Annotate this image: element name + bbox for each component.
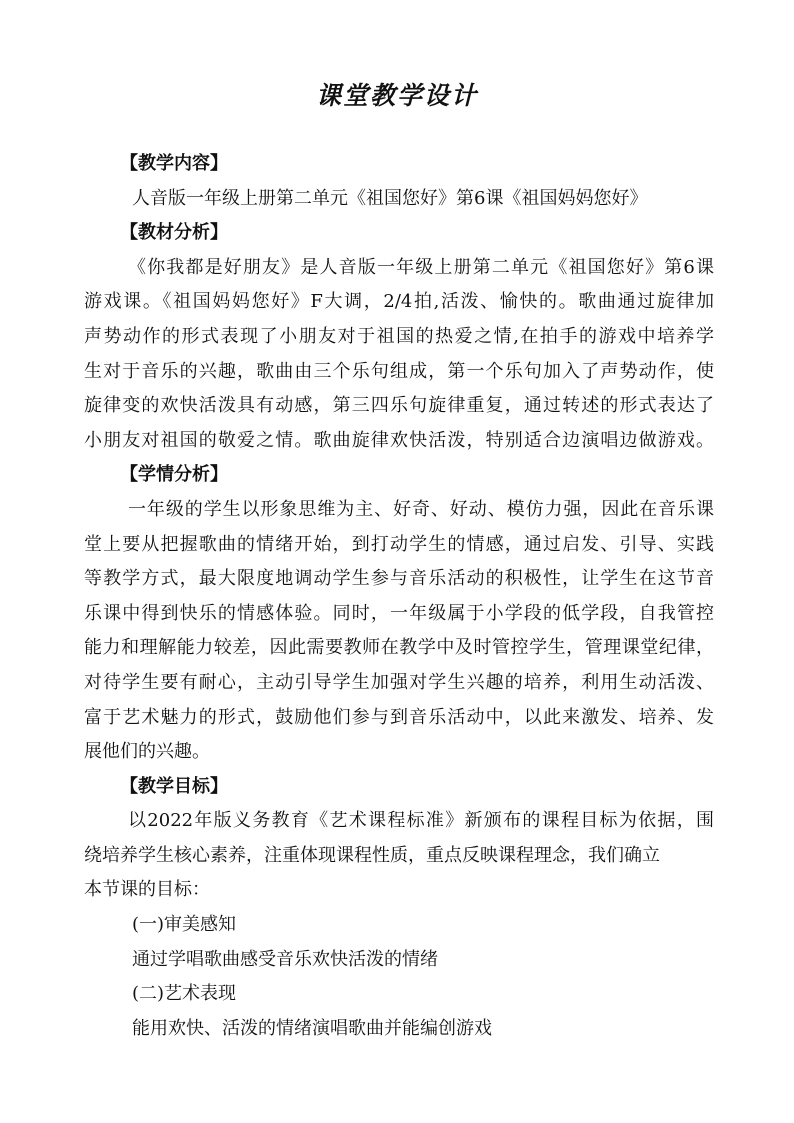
document-body: [84, 147, 714, 1046]
material-line: 生对于音乐的兴趣，歌曲由三个乐句组成，第一个乐句加入了声势动作，使: [84, 360, 714, 382]
students-line: 一年级的学生以形象思维为主、好奇、好动、模仿力强，因此在音乐课: [128, 498, 714, 520]
goal-item-text: 能用欢快、活泼的情绪演唱歌曲并能编创游戏: [132, 1017, 492, 1039]
material-line: 游戏课。《祖国妈妈您好》F大调，2/4拍,活泼、愉快的。歌曲通过旋律加: [84, 291, 714, 313]
section-heading-goals: 【教学目标】: [120, 775, 228, 797]
section-heading-students: 【学情分析】: [120, 464, 228, 486]
students-line: 堂上要从把握歌曲的情绪开始，到打动学生的情感，通过启发、引导、实践: [84, 533, 714, 555]
material-line: 小朋友对祖国的敬爱之情。歌曲旋律欢快活泼，特别适合边演唱边做游戏。: [84, 429, 714, 451]
students-line: 等教学方式，最大限度地调动学生参与音乐活动的积极性，让学生在这节音: [84, 568, 714, 590]
content-text: 人音版一年级上册第二单元《祖国您好》第6课《祖国妈妈您好》: [132, 187, 648, 209]
students-line: 富于艺术魅力的形式，鼓励他们参与到音乐活动中，以此来激发、培养、发: [84, 706, 714, 728]
material-line: 声势动作的形式表现了小朋友对于祖国的热爱之情,在拍手的游戏中培养学: [84, 325, 714, 347]
goal-item-label: (二)艺术表现: [132, 983, 237, 1005]
students-line: 乐课中得到快乐的情感体验。同时，一年级属于小学段的低学段，自我管控: [84, 602, 714, 624]
goals-line: 本节课的目标：: [84, 879, 210, 901]
students-line: 对待学生要有耐心，主动引导学生加强对学生兴趣的培养，利用生动活泼、: [84, 671, 714, 693]
goals-line: 以2022年版义务教育《艺术课程标准》新颁布的课程目标为依据，围: [128, 810, 714, 832]
goal-item-text: 通过学唱歌曲感受音乐欢快活泼的情绪: [132, 948, 438, 970]
page-title: 课堂教学设计: [315, 81, 478, 110]
goals-line: 绕培养学生核心素养，注重体现课程性质，重点反映课程理念，我们确立: [84, 844, 660, 866]
goal-item-label: (一)审美感知: [132, 914, 237, 936]
material-line: 旋律变的欢快活泼具有动感，第三四乐句旋律重复，通过转述的形式表达了: [84, 395, 714, 417]
section-heading-material: 【教材分析】: [120, 222, 228, 244]
section-heading-content: 【教学内容】: [120, 153, 228, 174]
material-line: 《你我都是好朋友》是人音版一年级上册第二单元《祖国您好》第6课: [128, 256, 714, 278]
students-line: 能力和理解能力较差，因此需要教师在教学中及时管控学生，管理课堂纪律，: [84, 637, 714, 659]
students-line: 展他们的兴趣。: [84, 741, 210, 763]
